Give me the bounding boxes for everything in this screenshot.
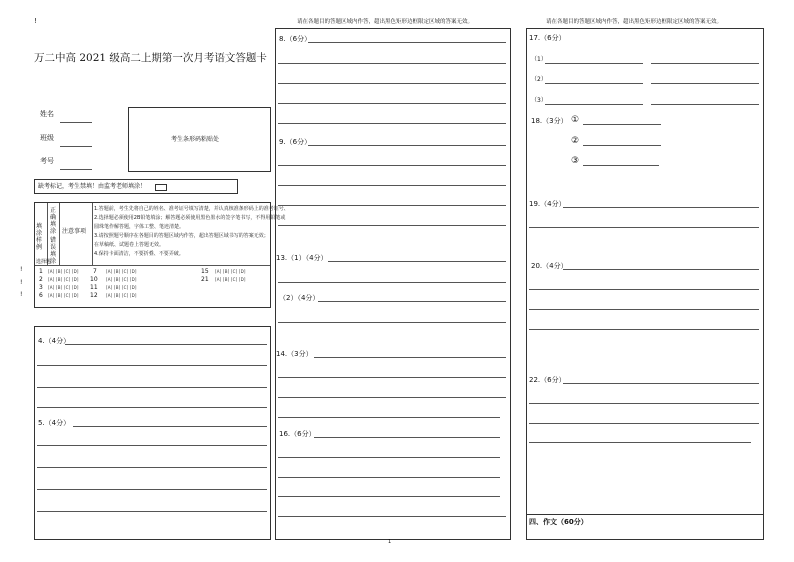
notes-list bbox=[94, 205, 289, 257]
q20-label: 20.（4分） bbox=[531, 262, 568, 270]
name-label: 姓名 bbox=[40, 110, 54, 118]
q18-label: 18.（3分） bbox=[531, 117, 568, 125]
barcode-area bbox=[128, 107, 271, 172]
absent-checkbox[interactable] bbox=[155, 184, 167, 191]
page-title: 万二中高 2021 级高二上期第一次月考语文答题卡 bbox=[34, 52, 267, 64]
q18-item: ① bbox=[571, 115, 580, 125]
correct-fill-label: 正确填涂 bbox=[50, 207, 57, 235]
choice-num: 7 bbox=[93, 268, 97, 275]
note-line: 3.请按照题号顺序在各题目的答题区域内作答，超出答题区域书写的答案无效； bbox=[94, 233, 269, 239]
page-number: 1 bbox=[388, 539, 392, 545]
wrong-fill-label: 错误填涂 bbox=[50, 237, 57, 265]
absent-label: 缺考标记，考生禁填！由监考老师填涂！ bbox=[38, 183, 147, 190]
choice-options[interactable]: [A] [B] [C] [D] bbox=[48, 285, 79, 290]
choice-num: 3 bbox=[39, 284, 43, 291]
choice-options[interactable]: [A] [B] [C] [D] bbox=[48, 293, 79, 298]
q13-2-label: （2）（4分） bbox=[279, 294, 320, 302]
note-line: 2.选择题必须使用2B铅笔填涂；解答题必须使用黑色墨水的签字笔书写，不得用铅笔或 bbox=[94, 215, 286, 221]
q14-label: 14.（3分） bbox=[276, 350, 313, 358]
q17-label: 17.（6分） bbox=[529, 34, 566, 42]
q16-label: 16.（6分） bbox=[279, 430, 316, 438]
middle-header: 请在各题目的答题区域内作答，超出黑色矩形边框限定区域的答案无效。 bbox=[297, 19, 474, 25]
answer-box-q4-q5 bbox=[34, 326, 271, 540]
q4-label: 4.（4分） bbox=[38, 337, 71, 345]
margin-mark: ! bbox=[20, 266, 23, 273]
right-answer-frame bbox=[526, 28, 764, 540]
choice-options[interactable]: [A] [B] [C] [D] bbox=[215, 269, 246, 274]
choice-options[interactable]: [A] [B] [C] [D] bbox=[48, 269, 79, 274]
note-line: 在草稿纸、试题卷上答题无效。 bbox=[94, 242, 165, 248]
choice-num: 12 bbox=[90, 292, 98, 299]
class-label: 班级 bbox=[40, 134, 54, 142]
choice-options[interactable]: [A] [B] [C] [D] bbox=[106, 277, 137, 282]
right-header: 请在各题目的答题区域内作答，超出黑色矩形边框限定区域的答案无效。 bbox=[546, 19, 723, 25]
exam-id-field[interactable] bbox=[60, 169, 92, 170]
note-line: 4.保持卡面清洁，不要折叠、不要弄破。 bbox=[94, 251, 184, 257]
fill-sample-label: 填涂样例 bbox=[36, 223, 43, 251]
q22-label: 22.（6分） bbox=[529, 376, 566, 384]
choice-num: 15 bbox=[201, 268, 209, 275]
class-field[interactable] bbox=[60, 146, 92, 147]
middle-answer-frame bbox=[275, 28, 511, 540]
exam-id-label: 考号 bbox=[40, 157, 54, 165]
notes-choice-box bbox=[34, 202, 289, 308]
choice-options[interactable]: [A] [B] [C] [D] bbox=[106, 293, 137, 298]
choice-options[interactable]: [A] [B] [C] [D] bbox=[106, 285, 137, 290]
choice-section-label: 选择题 bbox=[36, 259, 52, 265]
corner-mark: ! bbox=[34, 17, 37, 25]
choice-num: 1 bbox=[39, 268, 43, 275]
q5-label: 5.（4分） bbox=[38, 419, 71, 427]
margin-mark: ! bbox=[20, 279, 23, 286]
q17-item: （2） bbox=[531, 76, 547, 83]
choice-num: 2 bbox=[39, 276, 43, 283]
q17-item: （3） bbox=[531, 97, 547, 104]
choice-num: 11 bbox=[90, 284, 98, 291]
q18-item: ③ bbox=[571, 156, 580, 166]
choice-num: 10 bbox=[90, 276, 98, 283]
q8-label: 8.（6分） bbox=[279, 35, 312, 43]
margin-mark: ! bbox=[20, 291, 23, 298]
notes-label: 注意事项 bbox=[62, 228, 87, 235]
q17-item: （1） bbox=[531, 56, 547, 63]
note-line: 圆珠笔作解答题，字体工整、笔迹清楚。 bbox=[94, 224, 185, 230]
choice-num: 6 bbox=[39, 292, 43, 299]
note-line: 1.答题前，考生先将自己的姓名、准考证号填写清楚，并认真核准条形码上的准考证号、 bbox=[94, 206, 289, 212]
choice-options[interactable]: [A] [B] [C] [D] bbox=[215, 277, 246, 282]
q19-label: 19.（4分） bbox=[529, 200, 566, 208]
choice-options[interactable]: [A] [B] [C] [D] bbox=[48, 277, 79, 282]
choice-num: 21 bbox=[201, 276, 209, 283]
absent-mark-box bbox=[34, 179, 238, 194]
choice-options[interactable]: [A] [B] [C] [D] bbox=[106, 269, 137, 274]
barcode-label: 考生条形码粘贴处 bbox=[171, 136, 220, 143]
q18-item: ② bbox=[571, 136, 580, 146]
q13-1-label: 13.（1）（4分） bbox=[276, 254, 328, 262]
essay-label: 四、作文（60分） bbox=[529, 518, 588, 526]
name-field[interactable] bbox=[60, 122, 92, 123]
q9-label: 9.（6分） bbox=[279, 138, 312, 146]
